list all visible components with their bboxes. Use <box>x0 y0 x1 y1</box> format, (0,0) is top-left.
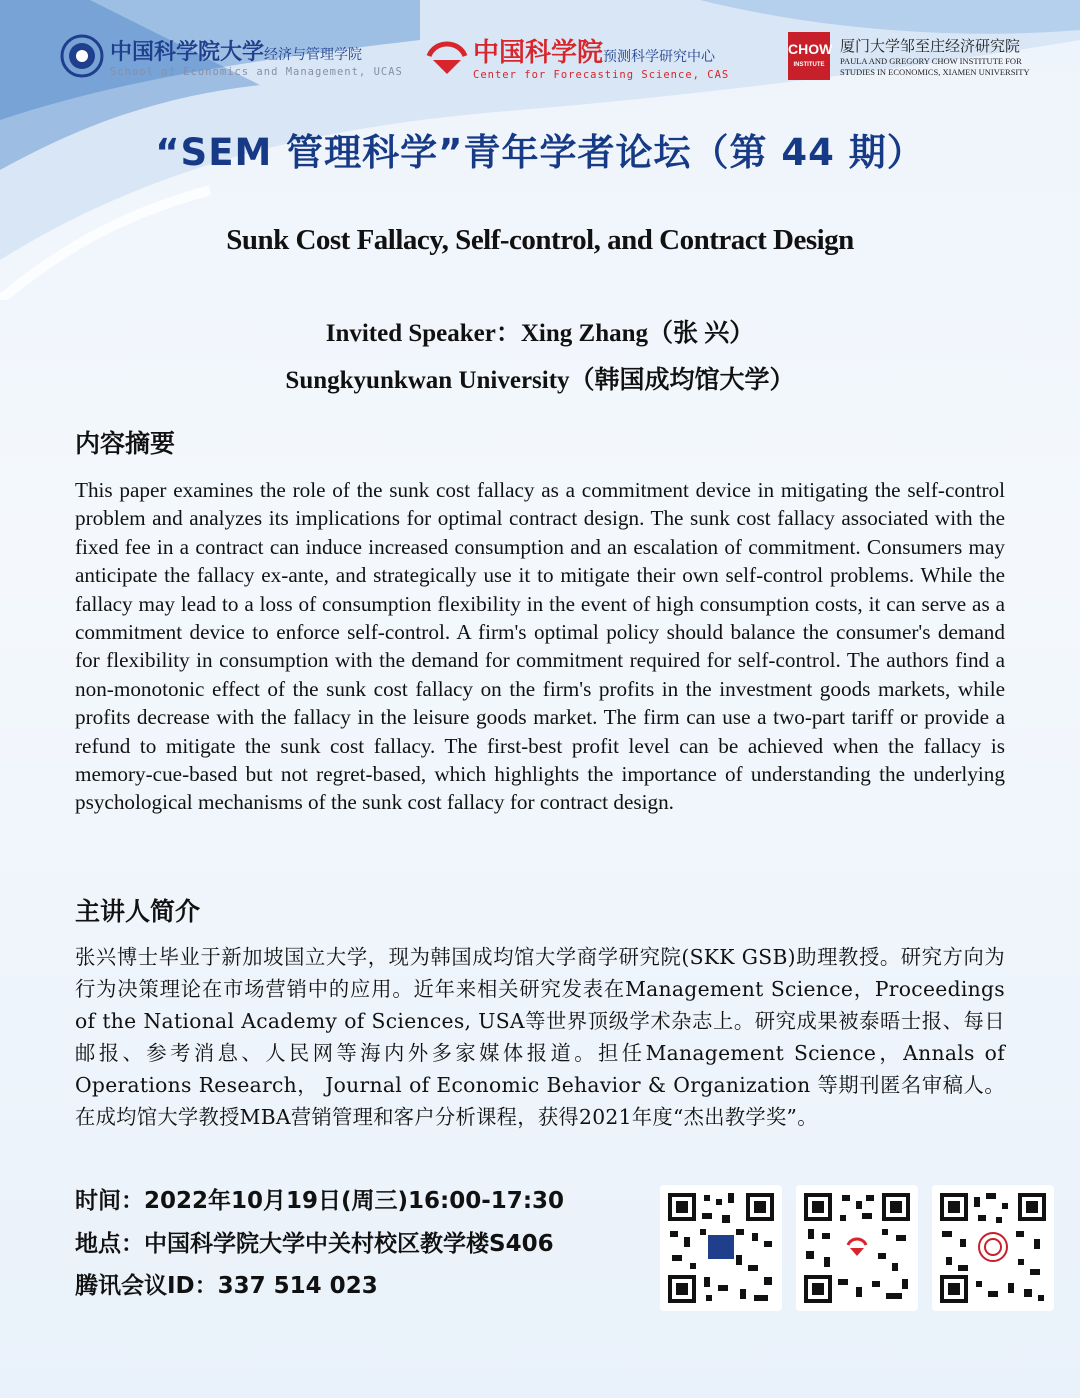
ucas-name: 中国科学院大学 <box>110 38 265 65</box>
talk-title: Sunk Cost Fallacy, Self-control, and Contract Design <box>226 224 854 256</box>
qr-code-ucas-sem <box>660 1185 782 1311</box>
header-logos <box>0 26 1080 96</box>
qr-code-chow-institute <box>932 1185 1054 1311</box>
ucas-sem-logo <box>60 26 403 86</box>
chow-institute-name: 厦门大学邹至庄经济研究院 <box>840 36 1021 55</box>
chow-en-line1: PAULA AND GREGORY CHOW INSTITUTE FOR <box>840 55 1022 66</box>
bio-heading: 主讲人简介 <box>75 897 201 926</box>
qr-code-forecasting-center <box>796 1185 918 1311</box>
ucas-en-name: School of Economics and Management, UCAS <box>110 65 403 78</box>
affiliation-line: Sungkyunkwan University（韩国成均馆大学） <box>285 367 795 394</box>
bio-text: 张兴博士毕业于新加坡国立大学，现为韩国成均馆大学商学研究院(SKK GSB)助理教授。研究方向为行为决策理论在市场营销中的应用。近年来相关研究发表在Management Science，Proceedings of the National Academy of Sciences, USA等世界顶级学术杂志上。研究成果被泰晤士报、每日邮报、参考消息、人民网等海内外多家媒体报道。担任Management Science，Annals of Operations Research， Journal of Economic Behavior & Organization 等期刊匿名审稿人。在成均馆大学教授MBA营销管理和客户分析课程，获得2021年度“杰出教学奖”。 <box>75 945 1005 1129</box>
forecasting-center-logo <box>425 26 729 86</box>
event-time: 时间：2022年10月19日(周三)16:00-17:30 <box>75 1188 565 1214</box>
speaker-line: Invited Speaker：Xing Zhang（张 兴） <box>325 320 755 347</box>
chow-institute-logo <box>788 26 1030 86</box>
forecasting-center-en-name: Center for Forecasting Science, CAS <box>473 68 730 81</box>
forum-title: “SEM 管理科学”青年学者论坛（第 44 期） <box>155 131 925 174</box>
chow-en-line2: STUDIES IN ECONOMICS, XIAMEN UNIVERSITY <box>840 66 1030 77</box>
event-place: 地点：中国科学院大学中关村校区教学楼S406 <box>75 1231 554 1257</box>
abstract-text: This paper examines the role of the sunk cost fallacy as a commitment device in mitigating the self-control problem and analyzes its implications for optimal contract design. The sunk cost fallacy associated with the fixed fee in a contract can induce increased consumption and an escalation of commitment. Consumers may anticipate the fallacy ex-ante, and strategically use it to mitigate their own self-control problems. While the fallacy may lead to a loss of consumption flexibility in the event of high consumption costs, it can serve as a commitment device to enforce self-control. A firm's optimal policy should balance the consumer's demand for flexibility in consumption with the demand for commitment required for self-control. The authors find a non-monotonic effect of the sunk cost fallacy on the firm's profits in the investment goods markets, while profits decrease with the fallacy in the leisure goods market. The firm can use a two-part tariff or provide a refund to mitigate the sunk cost fallacy. The first-best profit level can be achieved when the fallacy is memory-cue-based but not regret-based, which highlights the importance of understanding the underlying psychological mechanisms of the sunk cost fallacy for contract design. <box>75 478 1005 815</box>
cas-name: 中国科学院 <box>473 37 604 68</box>
chow-badge: CHOW INSTITUTE <box>788 32 830 80</box>
ucas-emblem-icon <box>60 34 104 78</box>
abstract-heading: 内容摘要 <box>75 429 176 458</box>
meeting-id: 腾讯会议ID：337 514 023 <box>75 1273 378 1299</box>
sem-dept-name: 经济与管理学院 <box>264 46 363 63</box>
cas-forecasting-emblem-icon <box>425 36 469 76</box>
forecasting-center-name: 预测科学研究中心 <box>603 48 716 65</box>
